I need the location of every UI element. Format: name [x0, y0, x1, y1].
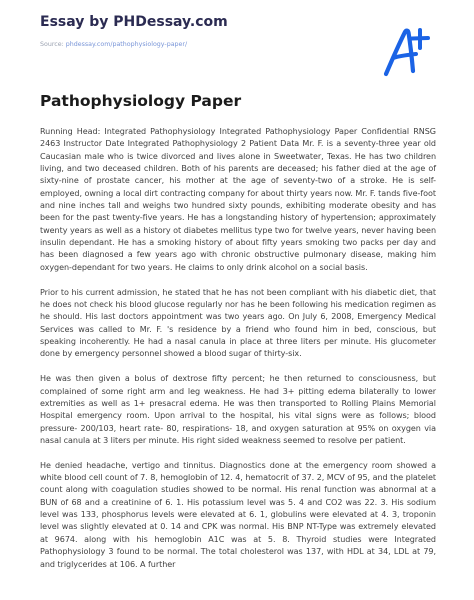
site-title: Essay by PHDessay.com [40, 14, 228, 30]
a-plus-logo-icon [378, 24, 434, 80]
paragraph: Prior to his current admission, he stated that he has not been compliant with his diabetic diet, that he does not check his blood glucose regularly nor has he been following his medication regimen as he should. His last doctors appointment was two years ago. On July 6, 2008, Emergency Medical Services was called to Mr. F. 's residence by a friend who found him in bed, conscious, but speaking incoherently. He had a nasal canula in place at three liters per minute. His glucometer done by emergency personnel showed a blood sugar of thirty-six. [40, 287, 436, 359]
source-label: Source: [40, 41, 64, 48]
paragraph: He denied headache, vertigo and tinnitus. Diagnostics done at the emergency room showed a white blood cell count of 7. 8, hemoglobin of 12. 4, hematocrit of 37. 2, MCV of 95, and the platelet count along with coagulation studies showed to be normal. His renal function was abnormal at a BUN of 68 and a creatinine of 6. 1. His potassium level was 5. 4 and CO2 was 22. 3. His sodium level was 133, phosphorus levels were elevated at 6. 1, globulins were elevated at 4. 3, troponin level was slightly elevated at 0. 14 and CPK was normal. His BNP NT-Type was extremely elevated at 9674. along with his hemoglobin A1C was at 5. 8. Thyroid studies were Integrated Pathophysiology 3 found to be normal. The total cholesterol was 137, with HDL at 34, LDL at 79, and triglycerides at 106. A further [40, 460, 436, 569]
paragraph: Running Head: Integrated Pathophysiology Integrated Pathophysiology Paper Confidential RNSG 2463 Instructor Date Integrated Pathophysiology 2 Patient Data Mr. F. is a seventy-three year old Caucasian male who is twice divorced and lives alone in Sweetwater, Texas. He has two children living, and two deceased children. Both of his parents are deceased; his father died at the age of sixty-nine of prostate cancer, his mother at the age of seventy-two of a stroke. He is self-employed, owning a local dirt contracting company for about thirty years now. Mr. F. tands five-foot and nine inches tall and weighs two hundred sixty pounds, exhibiting moderate obesity and has been for the past twenty-five years. He has a longstanding history of hypertension; approximately twenty years as well as a history ot diabetes mellitus type two for twelve years, never having been insulin dependant. He has a smoking history of about fifty years smoking two packs per day and has been diagnosed a few years ago with chronic obstructive pulmonary disease, making him oxygen-dependant for two years. He claims to only drink alcohol on a social basis. [40, 127, 436, 272]
source-link[interactable]: phdessay.com/pathophysiology-paper/ [65, 41, 188, 48]
source-line [40, 41, 187, 48]
document-title: Pathophysiology Paper [40, 92, 242, 110]
document-body [40, 126, 436, 583]
paragraph: He was then given a bolus of dextrose fifty percent; he then returned to consciousness, but complained of some right arm and leg weakness. He had 3+ pitting edema bilaterally to lower extremities as well as 1+ presacral edema. He was then transported to Rolling Plains Memorial Hospital emergency room. Upon arrival to the hospital, his vital signs were as follows; blood pressure- 200/103, heart rate- 80, respirations- 18, and oxygen saturation at 95% on oxygen via nasal canula at 3 liters per minute. His right sided weakness seemed to resolve per patient. [40, 374, 436, 445]
